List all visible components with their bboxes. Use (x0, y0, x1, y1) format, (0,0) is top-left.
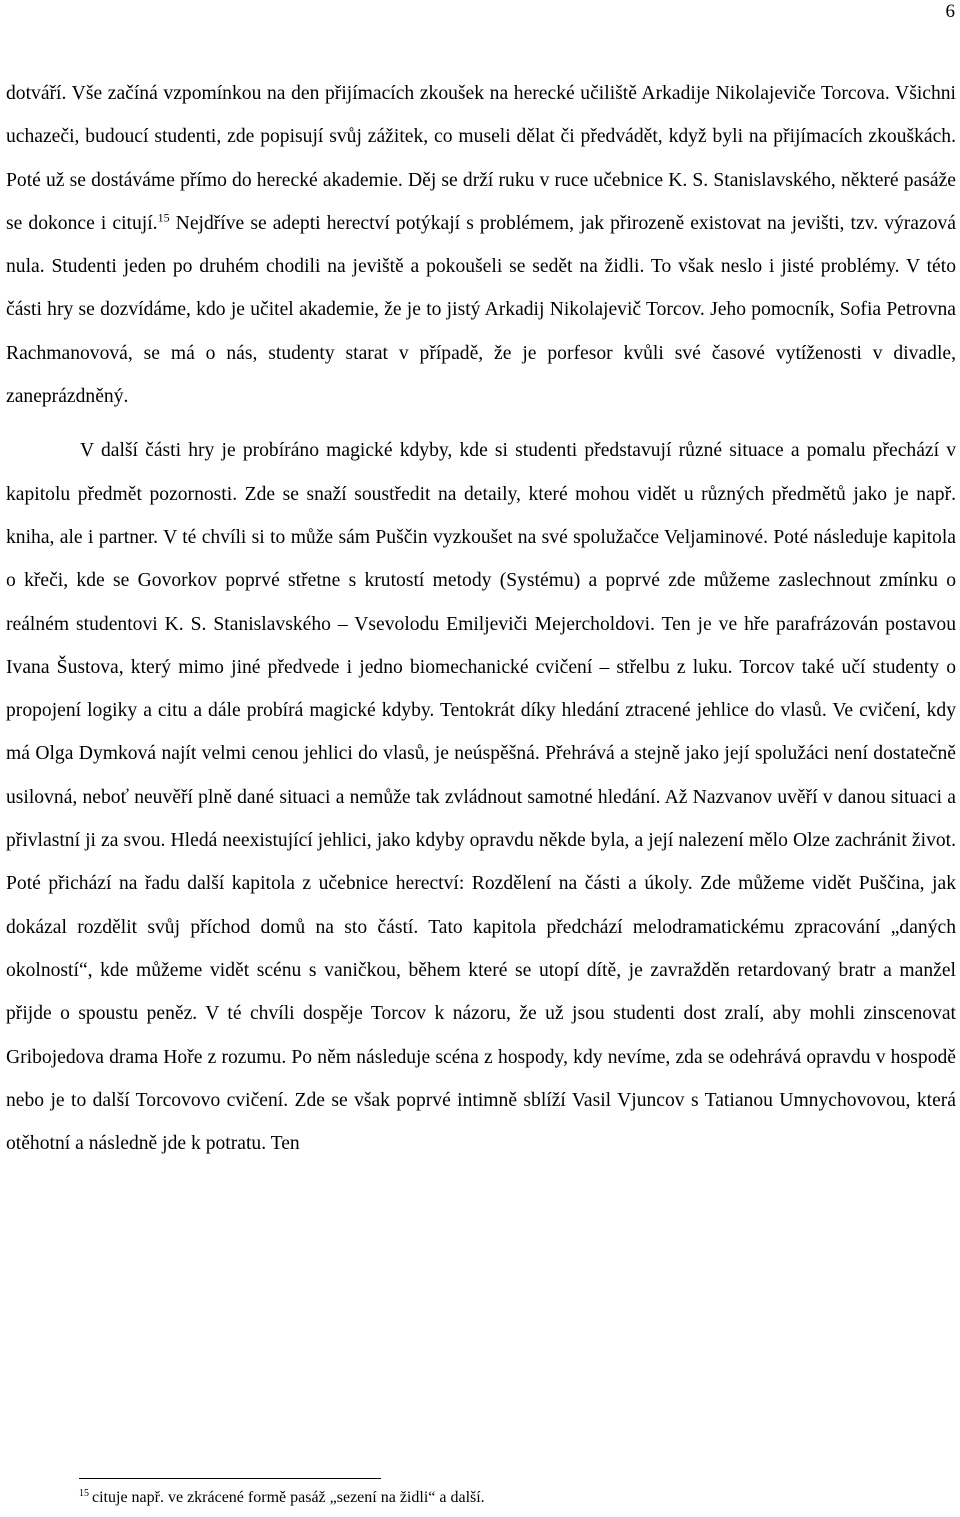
paragraph-2: V další části hry je probíráno magické kdyby, kde si studenti představují různé situace a pomalu přechází v kapitolu předmět pozornosti. Zde se snaží soustředit na detaily, které mohou vidět u různých předmětů jako je např. kniha, ale i partner. V té chvíli si to může sám Puščin vyzkoušet na své spolužačce Veljaminové. Poté následuje kapitola o křeči, kde se Govorkov poprvé střetne s krutostí metody (Systému) a poprvé zde můžeme zaslechnout zmínku o reálném studentovi K. S. Stanislavského – Vsevolodu Emiljeviči Mejercholdovi. Ten je ve hře parafrázován postavou Ivana Šustova, který mimo jiné předvede i jedno biomechanické cvičení – střelbu z luku. Torcov také učí studenty o propojení logiky a citu a dále probírá magické kdyby. Tentokrát díky hledání ztracené jehlice do vlasů. Ve cvičení, kdy má Olga Dymková najít velmi cenou jehlici do vlasů, je neúspěšná. Přehrává a stejně jako její spolužáci není dostatečně usilovná, neboť neuvěří plně dané situaci a nemůže tak zvládnout samotné hledání. Až Nazvanov uvěří v danou situaci a přivlastní ji za svou. Hledá neexistující jehlici, jako kdyby opravdu někde byla, a její nalezení mělo Olze zachránit život. Poté přichází na řadu další kapitola z učebnice herectví: Rozdělení na části a úkoly. Zde můžeme vidět Puščina, jak dokázal rozdělit svůj příchod domů na sto částí. Tato kapitola předchází melodramatickému zpracování „daných okolností“, kde můžeme vidět scénu s vaničkou, během které se utopí dítě, je zavražděn retardovaný bratr a manžel přijde o spoustu peněz. V té chvíli dospěje Torcov k názoru, že už jsou studenti dost zralí, aby mohli zinscenovat Gribojedova drama Hoře z rozumu. Po něm následuje scéna z hospody, kdy nevíme, zda se odehrává opravdu v hospodě nebo je to další Torcovovo cvičení. Zde se však poprvé intimně sblíží Vasil Vjuncov s Tatianou Umnychovovou, která otěhotní a následně jde k potratu. Ten (6, 440, 956, 1155)
paragraph-1-text: dotváří. Vše začíná vzpomínkou na den přijímacích zkoušek na herecké učiliště Arkadije Nikolajeviče Torcova. Všichni uchazeči, budoucí studenti, zde popisují svůj zážitek, co museli dělat či předvádět, když byli na přijímacích zkouškách. Poté už se dostáváme přímo do herecké akademie. Děj se drží ruku v ruce učebnice K. S. Stanislavského, některé pasáže se dokonce i citují. (6, 83, 956, 234)
footnote-reference[interactable]: 15 (157, 210, 170, 225)
body-text (6, 72, 956, 1165)
footnote-text: cituje např. ve zkrácené formě pasáž „sezení na židli“ a další. (92, 1489, 485, 1506)
page-number: 6 (945, 1, 955, 22)
footnote-separator (79, 1478, 381, 1479)
paragraph-1 (6, 72, 956, 418)
footnote-number: 15 (79, 1487, 89, 1499)
footnote (79, 1487, 485, 1509)
paragraph-1-text-continued: Nejdříve se adepti herectví potýkají s problémem, jak přirozeně existovat na jevišti, tzv. výrazová nula. Studenti jeden po druhém chodili na jeviště a pokoušeli se sedět na židli. To však neslo i jisté problémy. V této části hry se dozvídáme, kdo je učitel akademie, že je to jistý Arkadij Nikolajevič Torcov. Jeho pomocník, Sofia Petrovna Rachmanovová, se má o nás, studenty starat v případě, že je porfesor kvůli své časové vytíženosti v divadle, zaneprázdněný. (6, 212, 956, 408)
